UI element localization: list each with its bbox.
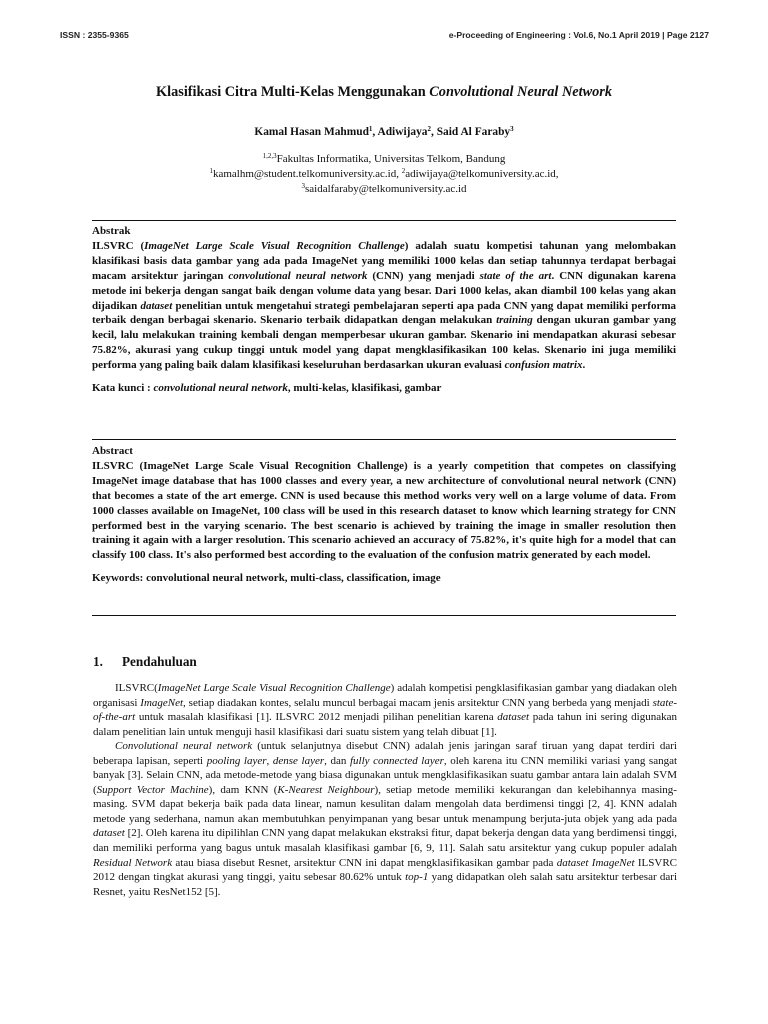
email-sup: 3 [301, 182, 305, 190]
text-run: ), setiap metode memiliki kekurangan dan kelebihannya masing-masing. SVM dapat bekerja baik pada data linear, namun kesulitan dalam mengolah data berdimensi tinggi [2, 4]. KNN adalah metode yang sederhana, namun akan membutuhkan penyimpanan yang besar untuk menampung berjuta-juta objek yang ada pada [93, 783, 677, 825]
italic-text-run: Convolutional neural network [115, 740, 253, 753]
text-run: , multi-kelas, klasifikasi, gambar [287, 382, 442, 395]
paper-title [60, 84, 708, 101]
text-run: ILSVRC (ImageNet Large Scale Visual Recognition Challenge) is a yearly competition that competes on classifying ImageNet image database that has 1000 classes and every year, a new architecture of convolutional neural network (CNN) that becomes a state of the art emerge. CNN is used because this method works very well on a large volume of data. From 1000 classes available on ImageNet, 100 class will be used in this research dataset to know which learning strategy for CNN performed best in the varying scenario. The best scenario is achieved by training the image in smaller resolution then training it again with a larger resolution. This scenario achieved an accuracy of 75.82%, it's quite high for a model that can classify 100 class. It's also performed best according to the evaluation of the confusion matrix generated by each model. [92, 459, 676, 562]
text-run: , dan [324, 754, 350, 767]
journal-info: e-Proceeding of Engineering : Vol.6, No.1 April 2019 | Page 2127 [448, 30, 709, 40]
author-separator: , [431, 126, 437, 138]
italic-text-run: training [496, 314, 533, 327]
text-run: pada tahun ini sering digunakan dalam penelitian lain untuk menguji hasil klasifikasi dari suatu sistem yang telah dibuat [1]. [93, 711, 677, 738]
email-line [60, 182, 708, 197]
abstract-heading: Abstract [92, 445, 133, 457]
author-name: Kamal Hasan Mahmud [254, 126, 369, 138]
section-number: 1. [93, 654, 103, 669]
section-heading [93, 654, 197, 670]
text-run: (CNN) yang menjadi [367, 269, 480, 282]
author-sup: 3 [510, 125, 514, 133]
italic-text-run: ImageNet Large Scale Visual Recognition Challenge [157, 682, 391, 694]
issn-label: ISSN : 2355-9365 [60, 30, 129, 40]
divider-rule [92, 439, 676, 440]
text-run: yang didapatkan oleh salah satu arsitektur terbesar dari Resnet, yaitu ResNet152 [5]. [93, 871, 678, 898]
italic-text-run: top-1 [405, 871, 429, 884]
italic-text-run: dataset [93, 827, 125, 840]
italic-text-run: fully connected layer [349, 754, 444, 767]
email-address: kamalhm@student.telkomuniversity.ac.id [212, 168, 397, 180]
author-name: Adiwijaya [377, 126, 428, 138]
text-run: (untuk selanjutnya disebut CNN) adalah jenis jaringan saraf tiruan yang dapat terdiri dari beberapa lapisan, seperti [93, 740, 677, 767]
text-run: dengan ukuran gambar yang kecil, lalu melakukan training kembali dengan memperbesar ukuran gambar. Skenario ini mendapatkan akurasi sebesar 75.82%, akurasi yang cukup tinggi untuk model yang dapat mengklasifikasikan 100 kelas. Skenario ini juga memiliki performa yang paling baik dalam klasifikasi keseluruhan berdasarkan ukuran evaluasi [92, 314, 677, 372]
text-run: , setiap diadakan kontes, selalu muncul berbagai macam jenis arsitektur CNN yang berbeda yang menjadi [183, 696, 653, 709]
italic-text-run: dataset [497, 711, 530, 724]
italic-text-run: confusion matrix [504, 359, 583, 372]
author-list [60, 126, 708, 138]
italic-text-run: state of the art [479, 269, 552, 282]
text-run: . CNN digunakan karena metode ini bekerja dengan sangat baik dengan volume data yang besar. Dari 1000 kelas, akan diambil 100 kelas yang akan dijadikan [92, 269, 676, 312]
text-run: Kata kunci : [92, 382, 154, 395]
abstract-body [92, 459, 676, 563]
italic-text-run: Residual Network [93, 856, 173, 869]
title-italic: Convolutional Neural Network [429, 84, 612, 100]
text-run: ILSVRC ( [92, 239, 145, 252]
abstrak-heading: Abstrak [92, 225, 131, 237]
text-run: ILSVRC( [115, 682, 158, 694]
email-line: $^1$kamalhm@student.telkomuniversity.ac.id, $^2$adiwijaya@telkomuniversity.ac.id, [209, 167, 559, 180]
email-address: adiwijaya@telkomuniversity.ac.id [405, 168, 556, 180]
author-sup: 2 [427, 125, 431, 133]
affiliation-block [60, 152, 708, 197]
title-plain: Klasifikasi Citra Multi-Kelas Menggunakan [156, 84, 430, 100]
email-sup: 1 [209, 167, 213, 175]
text-run: atau biasa disebut Resnet, arsitektur CNN ini dapat mengklasifikasikan gambar pada [172, 856, 557, 869]
italic-text-run: K-Nearest Neighbour [277, 783, 375, 796]
text-run: [2]. Oleh karena itu dipilihlan CNN yang dapat melakukan ekstraksi fitur, dapat bekerja dengan data yang berdimensi tinggi, dan memiliki performa yang bagus untuk masalah klasifikasi gambar [6, 9, 11]. Salah satu arsitektur yang cukup populer adalah [93, 827, 677, 855]
italic-text-run: dataset ImageNet [556, 856, 635, 869]
abstract-block [92, 444, 676, 586]
text-run: ), dam KNN ( [208, 783, 278, 796]
italic-text-run: pooling layer [206, 754, 267, 767]
author-separator: , [372, 126, 378, 138]
abstrak-keywords [92, 381, 676, 396]
abstrak-block [92, 224, 676, 396]
running-header [60, 30, 709, 46]
author-name: Said Al Faraby [436, 126, 511, 138]
italic-text-run: dataset [140, 299, 173, 312]
section-title: Pendahuluan [122, 654, 197, 669]
section-body [93, 681, 677, 899]
italic-text-run: dense layer [272, 754, 325, 767]
divider-rule [92, 220, 676, 221]
abstract-keywords [92, 571, 676, 586]
text-run: ) adalah kompetisi pengklasifikasian gambar yang diadakan oleh organisasi [93, 682, 677, 709]
body-paragraph [93, 681, 677, 739]
italic-text-run: ImageNet [140, 696, 184, 709]
italic-text-run: Support Vector Machine [96, 783, 209, 796]
text-run: ILSVRC 2012 dengan tingkat akurasi yang tinggi, yaitu sebesar 80.62% untuk [93, 856, 677, 884]
italic-text-run: convolutional neural network [153, 382, 288, 395]
text-run: Keywords: convolutional neural network, multi-class, classification, image [92, 572, 441, 585]
italic-text-run: state-of-the-art [93, 696, 678, 724]
divider-rule [92, 615, 676, 616]
text-run: , [266, 754, 273, 767]
text-run: ) adalah suatu kompetisi tahunan yang melombakan klasifikasi basis data gambar yang ada pada ImageNet yang memiliki 1000 kelas dan setiap tahunnya terdapat berbagai macam arsitektur jaringan [92, 239, 677, 282]
text-run: penelitian untuk mengetahui strategi pembelajaran seperti apa pada CNN yang dapat memiliki performa terbaik dengan berbagai skenario. Skenario terbaik didapatkan dengan melakukan [92, 299, 677, 327]
italic-text-run: convolutional neural network [228, 269, 368, 282]
text-run: . [582, 359, 586, 372]
email-sup: 2 [401, 167, 406, 175]
text-run: , oleh karena itu CNN memiliki variasi yang sangat banyak [3]. Selain CNN, ada metode-metode yang biasa digunakan untuk mengklasifikasikan suatu gambar antara lain adalah SVM ( [93, 754, 678, 796]
affiliation-sup: 1,2,3 [262, 152, 277, 160]
italic-text-run: ImageNet Large Scale Visual Recognition Challenge [144, 239, 405, 252]
email-address: saidalfaraby@telkomuniversity.ac.id [304, 183, 467, 195]
abstrak-body [92, 239, 676, 373]
affiliation-text: Fakultas Informatika, Universitas Telkom, Bandung [276, 153, 506, 165]
body-paragraph [93, 739, 677, 899]
affiliation-line [60, 152, 708, 167]
text-run: untuk masalah klasifikasi [1]. ILSVRC 2012 menjadi pilihan penelitian karena [135, 711, 498, 724]
author-sup: 1 [368, 125, 373, 133]
